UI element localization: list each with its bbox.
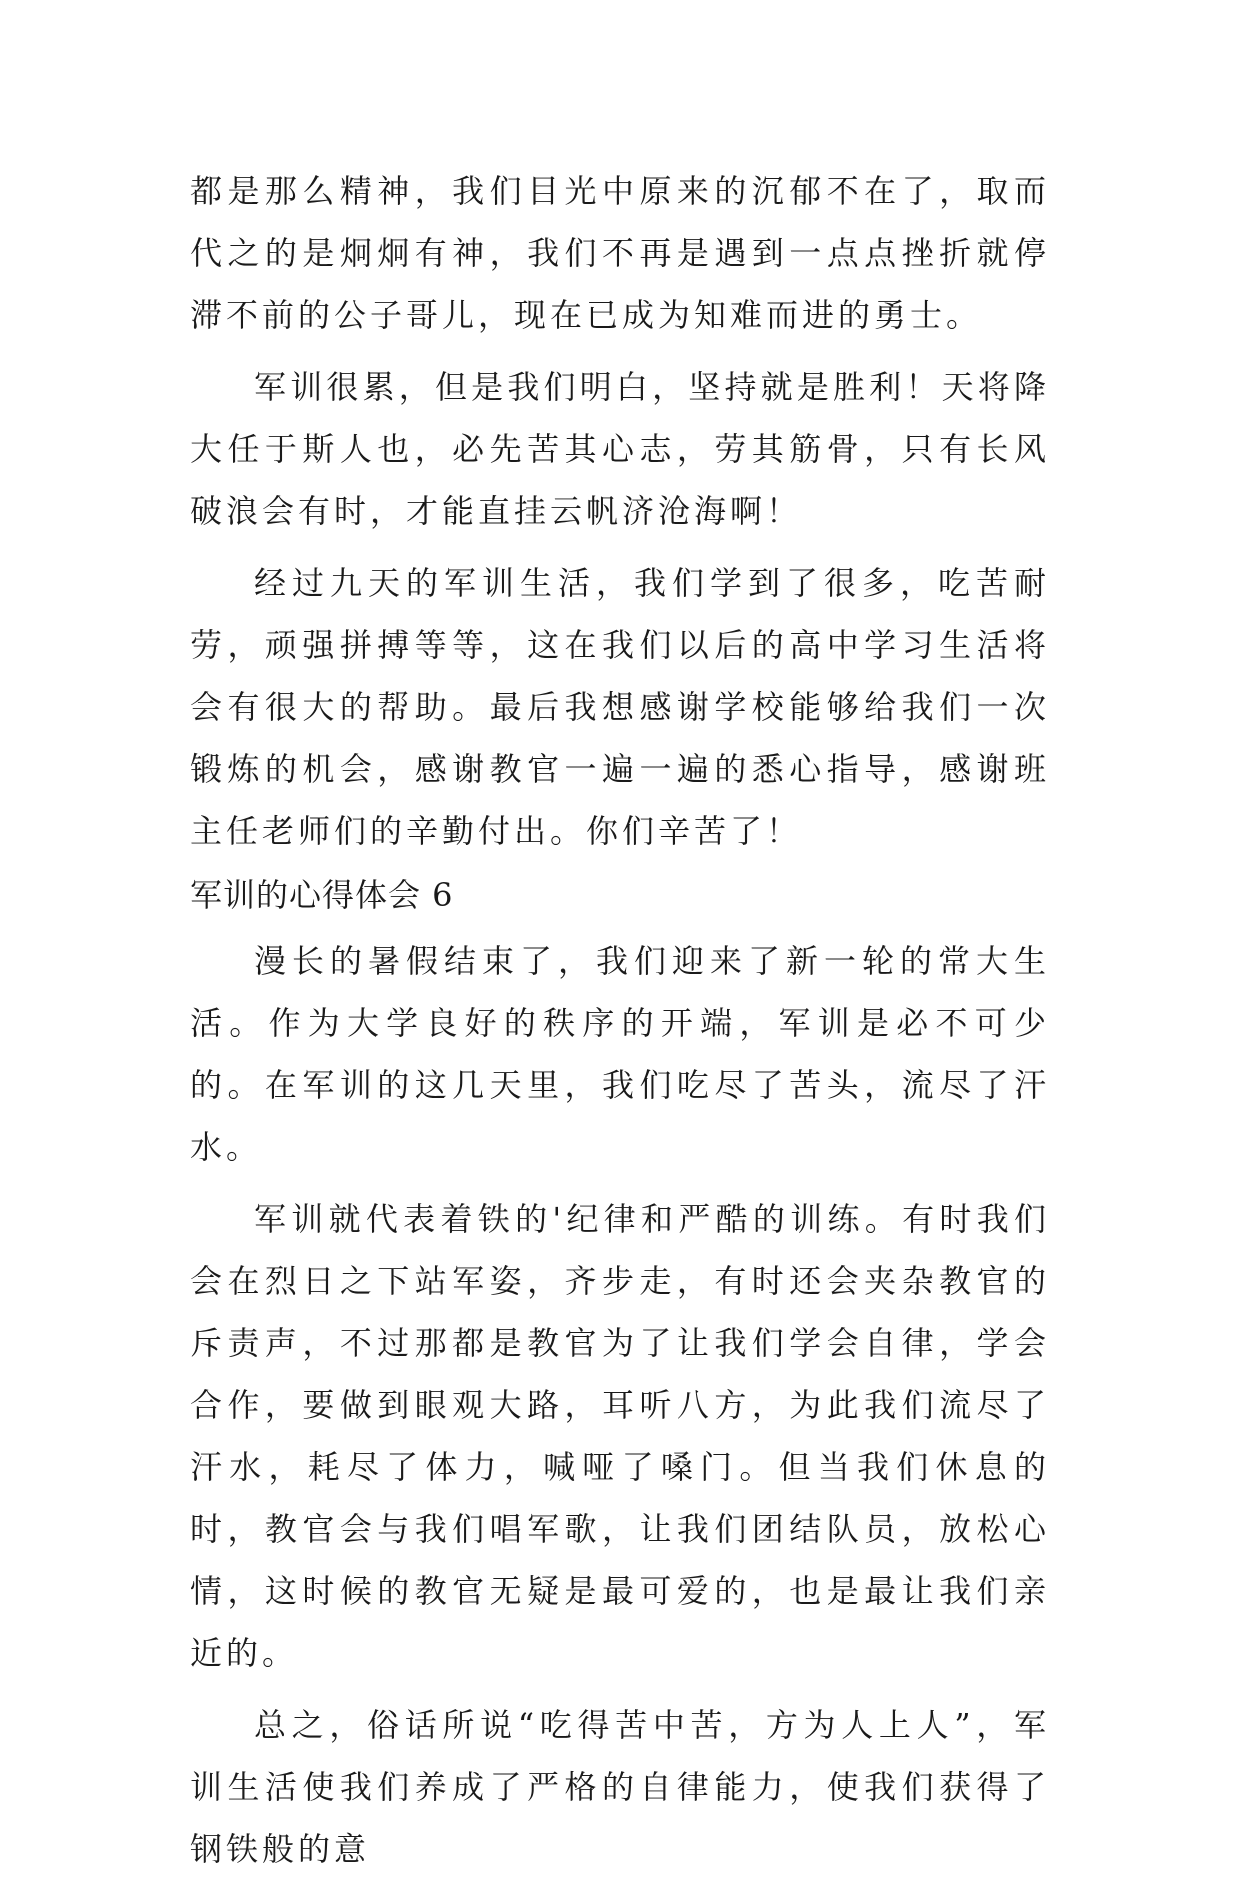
section-heading: 军训的心得体会 6 — [190, 876, 454, 914]
document-body — [190, 160, 1050, 1890]
paragraph: 总之，俗话所说“吃得苦中苦，方为人上人”，军训生活使我们养成了严格的自律能力，使我们获得了钢铁般的意 — [190, 1706, 1050, 1868]
paragraph: 经过九天的军训生活，我们学到了很多，吃苦耐劳，顽强拼搏等等，这在我们以后的高中学习生活将会有很大的帮助。最后我想感谢学校能够给我们一次锻炼的机会，感谢教官一遍一遍的悉心指导，感谢班主任老师们的辛勤付出。你们辛苦了！ — [190, 564, 1050, 850]
paragraph: 漫长的暑假结束了，我们迎来了新一轮的常大生活。作为大学良好的秩序的开端，军训是必不可少的。在军训的这几天里，我们吃尽了苦头，流尽了汗水。 — [190, 942, 1050, 1166]
paragraph: 军训就代表着铁的'纪律和严酷的训练。有时我们会在烈日之下站军姿，齐步走，有时还会夹杂教官的斥责声，不过那都是教官为了让我们学会自律，学会合作，要做到眼观大路，耳听八方，为此我们流尽了汗水，耗尽了体力，喊哑了嗓门。但当我们休息的时，教官会与我们唱军歌，让我们团结队员，放松心情，这时候的教官无疑是最可爱的，也是最让我们亲近的。 — [190, 1200, 1050, 1672]
paragraph-continued: 都是那么精神，我们目光中原来的沉郁不在了，取而代之的是炯炯有神，我们不再是遇到一点点挫折就停滞不前的公子哥儿，现在已成为知难而进的勇士。 — [190, 172, 1050, 334]
paragraph: 军训很累，但是我们明白，坚持就是胜利！天将降大任于斯人也，必先苦其心志，劳其筋骨，只有长风破浪会有时，才能直挂云帆济沧海啊！ — [190, 368, 1050, 530]
